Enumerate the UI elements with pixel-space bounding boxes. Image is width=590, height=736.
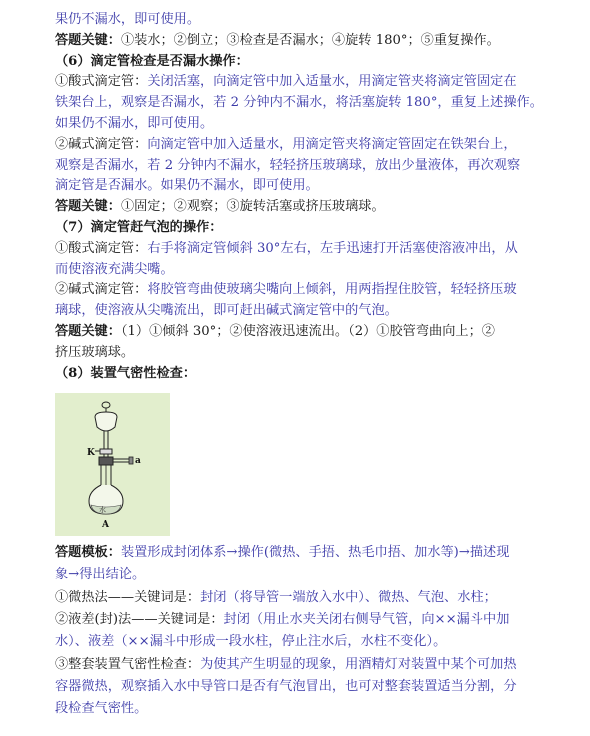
label-water: 水 [99,506,106,514]
text-span: 右手将滴定管倾斜 30°左右，左手迅速打开活塞使溶液冲出，从 [147,240,518,256]
text-line [55,113,550,135]
text-span: 装置形成封闭体系→操作(微热、手捂、热毛巾捂、加水等)→描述现 [120,545,510,560]
answer-key-label: 答题关键： [55,32,121,48]
text-span: 封闭（将导管一端放入水中）、微热、气泡、水柱； [200,589,497,605]
text-line [55,259,550,281]
answer-key-label: 答题关键： [55,324,121,339]
text-line [55,71,550,93]
text-span: 滴定管是否漏水。如果仍不漏水，即可使用。 [55,178,319,194]
text-line [55,587,550,609]
text-span: ③整套装置气密性检查： [55,656,201,672]
text-span: 封闭（用止水夹关闭右侧导气管，向××漏斗中加 [223,611,510,627]
text-line [55,92,550,114]
text-span: ①装水；②倒立；③检查是否漏水；④旋转 180°；⑤重复操作。 [120,32,500,48]
text-span: （1）①倾斜 30°；②使溶液迅速流出。（2）①胶管弯曲向上；② [120,324,495,339]
text-span: 向滴定管中加入适量水，用滴定管夹将滴定管固定在铁架台上， [147,136,517,152]
text-span: 璃球，使溶液从尖嘴流出，即可赶出碱式滴定管中的气泡。 [55,303,398,319]
text-line [55,609,550,631]
text-span: ①酸式滴定管： [55,74,148,90]
text-line [55,134,550,156]
text-span: 水）、液差（××漏斗中形成一段水柱，停止注水后，水柱不变化）。 [55,634,447,650]
text-line [55,196,550,218]
text-line [55,300,550,322]
text-line [55,564,550,586]
text-line [55,698,550,720]
text-span: 观察是否漏水，若 2 分钟内不漏水，轻轻挤压玻璃球，放出少量液体，再次观察 [55,157,521,173]
text-line [55,279,550,301]
text-span: ②碱式滴定管： [55,136,148,152]
text-line [55,217,550,239]
text-span: 如果仍不漏水，即可使用。 [55,116,214,131]
section-heading: （6）滴定管检查是否漏水操作： [55,53,249,69]
text-span: 而使溶液充满尖嘴。 [55,261,174,277]
text-line [55,631,550,653]
text-span: ②碱式滴定管： [55,282,148,298]
text-line [55,654,550,676]
text-line [55,363,550,385]
answer-key-label: 答题模板： [55,545,121,560]
text-span: ①固定；②观察；③旋转活塞或挤压玻璃球。 [120,199,385,215]
label-a: a [135,456,141,466]
text-span: 象→得出结论。 [55,567,146,583]
text-span: 段检查气密性。 [55,701,148,717]
label-A: A [102,520,109,530]
text-span: 关闭活塞，向滴定管中加入适量水，用滴定管夹将滴定管固定在 [147,74,517,90]
text-span: 为使其产生明显的现象，用酒精灯对装置中某个可加热 [200,656,517,672]
text-span: 将胶管弯曲使玻璃尖嘴向上倾斜，用两指捏住胶管，轻轻挤压玻 [147,282,517,298]
text-span: ①酸式滴定管： [55,240,148,256]
text-span: 容器微热，观察插入水中导管口是否有气泡冒出，也可对整套装置适当分割，分 [55,678,517,694]
text-line [55,238,550,260]
answer-key-label: 答题关键： [55,199,121,215]
text-line [55,30,550,52]
label-k: K [87,448,95,458]
section-heading: （7）滴定管赶气泡的操作： [55,220,223,235]
text-line [55,51,550,73]
text-span: 挤压玻璃球。 [55,344,135,360]
text-line [55,342,550,364]
flask-apparatus-illustration [55,393,170,536]
text-line [55,676,550,698]
text-span: 铁架台上，观察是否漏水，若 2 分钟内不漏水，将活塞旋转 180°，重复上述操作。 [55,95,543,111]
text-line [55,542,550,564]
text-line [55,9,550,31]
text-line [55,175,550,197]
text-span: 果仍不漏水，即可使用。 [55,12,201,27]
text-line [55,321,550,343]
text-span: ②液差(封)法——关键词是： [55,611,224,627]
apparatus-figure [55,393,170,536]
text-span: ①微热法——关键词是： [55,589,201,605]
text-line [55,155,550,177]
section-heading: （8）装置气密性检查： [55,365,197,381]
